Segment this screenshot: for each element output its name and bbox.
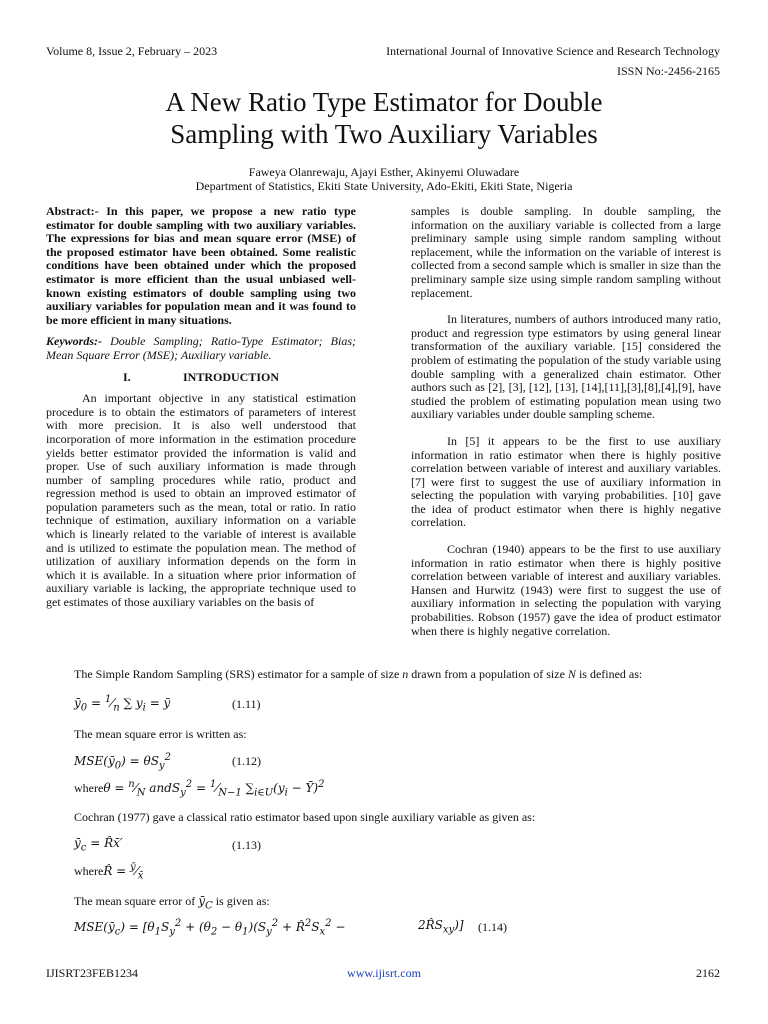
- affiliation: Department of Statistics, Ekiti State University, Ado-Ekiti, Ekiti State, Nigeria: [195, 179, 573, 193]
- section-number: I.: [122, 369, 131, 384]
- equation-srs-estimator: $ȳ_0$ = $^1⁄_n$ ∑ $y_i$ = ȳ: [74, 694, 171, 714]
- keywords-label: Keywords:-: [46, 334, 102, 349]
- intro-paragraph-5: Cochran (1940) appears to be the first to use auxiliary information in ratio estimator when there is highly positive correlation between variable of interest and auxiliary variables. Hansen and Hurwitz (1943) were first to suggest the use of auxiliary information in selecting the population with varying probabilities. Robson (1957) gave the idea of product estimator when there is highly negative correlation.: [411, 542, 721, 638]
- journal-name: International Journal of Innovative Science and Research Technology: [386, 44, 720, 58]
- equation-r-hat-definition: whereR̂ = $^{ȳ}⁄_{x̄}$: [74, 862, 144, 882]
- mse-c-sentence: The mean square error of $ȳ_C$ is given as:: [74, 894, 270, 912]
- website-link-wrapper: [0, 966, 768, 981]
- equation-number: (1.14): [478, 920, 507, 934]
- abstract: [46, 205, 356, 327]
- equation-number: (1.12): [232, 754, 261, 768]
- page-number: 2162: [696, 966, 720, 980]
- equation-ratio-estimator: $ȳ_c$ = R̂x̄′: [74, 836, 123, 854]
- equation-number: (1.13): [232, 838, 261, 852]
- mse-sentence: The mean square error is written as:: [74, 727, 247, 741]
- issn-number: ISSN No:-2456-2165: [616, 64, 720, 78]
- keywords-text: Double Sampling; Ratio-Type Estimator; Bias; Mean Square Error (MSE); Auxiliary variable.: [46, 334, 357, 362]
- equation-number: (1.11): [232, 697, 261, 711]
- title-line-2: Sampling with Two Auxiliary Variables: [170, 119, 598, 149]
- right-column: [411, 205, 721, 638]
- website-link[interactable]: www.ijisrt.com: [347, 966, 421, 980]
- intro-paragraph-2: samples is double sampling. In double sampling, the information on the auxiliary variable is collected from a large preliminary sample using simple random sampling without replacement, while the information on the variable of interest is collected from a second sample which is smaller in size than the preliminary sample size using simple random sampling without replacement.: [411, 204, 721, 300]
- journal-issue: Volume 8, Issue 2, February – 2023: [46, 44, 218, 58]
- section-heading: [46, 371, 356, 385]
- paper-id: IJISRT23FEB1234: [46, 966, 138, 980]
- author-list: Faweya Olanrewaju, Ajayi Esther, Akinyemi Oluwadare: [248, 165, 520, 179]
- left-column: [46, 205, 356, 610]
- intro-paragraph-4: In [5] it appears to be the first to use auxiliary information in ratio estimator when there is highly positive correlation between variable of interest and auxiliary variables. [7] were first to suggest the use of auxiliary information in selecting the population with varying probabilities. [10] gave the idea of product estimator when there is highly negative correlation.: [411, 433, 721, 530]
- keywords: [46, 335, 356, 362]
- section-title: INTRODUCTION: [182, 369, 279, 384]
- abstract-label: Abstract:-: [46, 204, 99, 218]
- intro-paragraph-1: An important objective in any statistical estimation procedure is to obtain the estimators of parameters of interest with more precision. It is also well understood that incorporation of more information in the estimation procedure yields better estimator provided the information is valid and proper. Use of such auxiliary information is made through number of sampling procedures while ratio, product and regression method is used to obtain an improved estimator of population parameters such as the mean, total or ratio. In ratio technique of estimation, auxiliary information on a variable which is linearly related to the variable of interest is available and is utilized to estimate the population mean. The method of utilization of auxiliary information depends on the form in which it is available. In a situation where prior information of auxiliary variable is lacking, the appropriate technique used to get estimates of those auxiliary variables on the basis of: [46, 391, 356, 610]
- equation-mse-ratio-tail: $2R̂S_{xy}$)]: [418, 918, 464, 936]
- intro-paragraph-3: In literatures, numbers of authors introduced many ratio, product and regression type estimators by using general linear transformation of the auxiliary variable. [15] considered the problem of estimating the population of the study variable using double sampling with a generalized chain estimator. Other authors such as [2], [3], [12], [13], [14],[11],[3],[8],[4],[9], have studied the problem of estimating population mean using two auxiliary variables under double sampling scheme.: [411, 312, 721, 422]
- equation-mse-ratio: $MSE(ȳ_c) = [\theta_1S_y^2 + (\theta_2 - \theta_1)(S_y^2$ + $R̂^2S_x^2$ −: [74, 918, 346, 938]
- title-line-1: A New Ratio Type Estimator for Double: [165, 87, 603, 117]
- cochran-sentence: Cochran (1977) gave a classical ratio estimator based upon single auxiliary variable as given as:: [74, 810, 536, 824]
- paper-title: [0, 86, 768, 150]
- equation-mse-srs: $MSE(ȳ_0) = \theta S_y^2$: [74, 752, 171, 772]
- srs-sentence: The Simple Random Sampling (SRS) estimator for a sample of size n drawn from a population of size N is defined as:: [74, 667, 643, 681]
- equation-theta-definition: whereθ = $^n⁄_N$ andS$_y^2$ = $^1⁄_{N-1}$ $\sum_{i\in U}(y_i$ − Ȳ)$^2$: [74, 779, 325, 799]
- abstract-text: In this paper, we propose a new ratio type estimator for double sampling with two auxiliary variables. The expressions for bias and mean square error (MSE) of the proposed estimator have been obtained. Some realistic conditions have been obtained under which the proposed estimator is more efficient than the usual unbiased well-known existing estimators of double sampling using two auxiliary variables for population mean and it was found to be more efficient in many situations.: [46, 204, 357, 327]
